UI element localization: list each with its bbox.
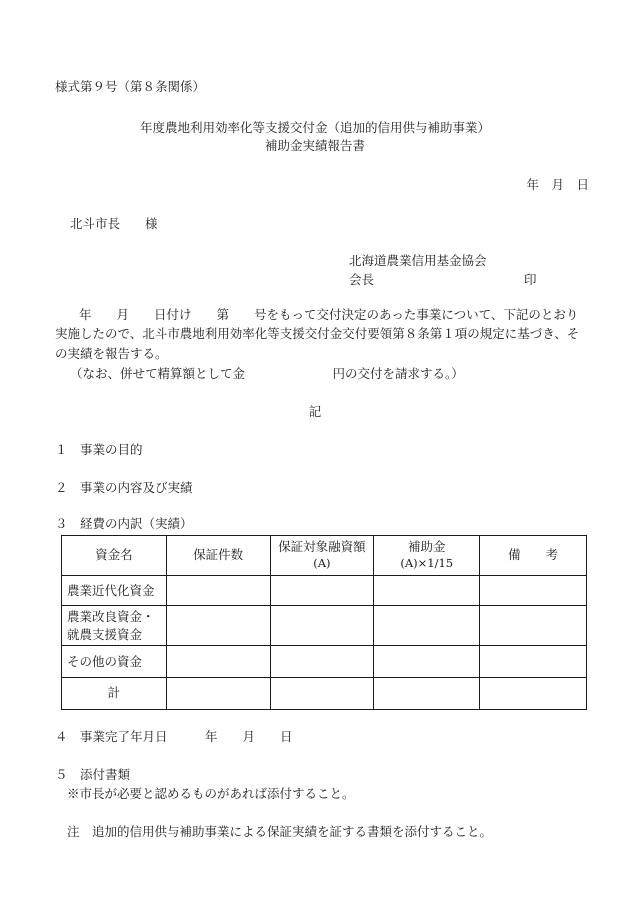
cell-guarantee-count[interactable] xyxy=(166,678,270,710)
addressee: 北斗市長 様 xyxy=(70,216,158,231)
header-subsidy-sub: (A)×1/15 xyxy=(400,556,454,571)
table-row xyxy=(62,576,587,606)
report-body xyxy=(55,305,590,363)
form-number: 様式第９号（第８条関係） xyxy=(55,79,206,94)
header-remarks: 備 考 xyxy=(480,536,587,576)
sender-title: 会長 xyxy=(349,272,375,287)
ki-heading: 記 xyxy=(308,404,322,419)
header-loan-amount xyxy=(270,536,374,576)
sender-organization: 北海道農業信用基金協会 xyxy=(349,253,487,268)
body-paragraph: 年 月 日付け 第 号をもって交付決定のあった事業について、下記のとおり実施したので、北斗市農地利用効率化等支援交付金交付要領第８条第１項の規定に基づき、その実績を報告する。 xyxy=(55,307,580,361)
cost-breakdown-table xyxy=(61,535,587,710)
table-row xyxy=(62,646,587,678)
report-title-line2: 補助金実績報告書 xyxy=(264,138,365,153)
cell-guarantee-count[interactable] xyxy=(166,646,270,678)
item-content: ２ 事業の内容及び実績 xyxy=(55,480,193,495)
footnote: 注 追加的信用供与補助事業による保証実績を証する書類を添付すること。 xyxy=(67,824,493,839)
table-row xyxy=(62,606,587,646)
item-purpose: １ 事業の目的 xyxy=(55,442,143,457)
item-attachments: ５ 添付書類 xyxy=(55,767,131,782)
report-date: 年 月 日 xyxy=(526,177,589,192)
header-subsidy-label: 補助金 xyxy=(407,539,446,555)
row-label-improvement-line2: 就農支援資金 xyxy=(67,626,143,642)
cell-loan-amount[interactable] xyxy=(270,646,374,678)
row-label-improvement xyxy=(62,606,167,646)
cell-subsidy[interactable] xyxy=(374,606,480,646)
header-fund-name: 資金名 xyxy=(62,536,167,576)
cell-subsidy[interactable] xyxy=(374,646,480,678)
item-completion-date: ４ 事業完了年月日 年 月 日 xyxy=(55,729,293,744)
settlement-note: （なお、併せて精算額として金 円の交付を請求する。） xyxy=(70,366,464,381)
seal-mark: 印 xyxy=(524,272,537,287)
cell-remarks[interactable] xyxy=(480,606,587,646)
header-loan-amount-sub: (A) xyxy=(313,556,331,571)
cell-loan-amount[interactable] xyxy=(270,678,374,710)
header-guarantee-count: 保証件数 xyxy=(166,536,270,576)
cell-remarks[interactable] xyxy=(480,646,587,678)
cell-loan-amount[interactable] xyxy=(270,606,374,646)
cell-remarks[interactable] xyxy=(480,678,587,710)
cell-loan-amount[interactable] xyxy=(270,576,374,606)
table-row xyxy=(62,678,587,710)
cell-guarantee-count[interactable] xyxy=(166,606,270,646)
attachments-note: ※市長が必要と認めるものがあれば添付すること。 xyxy=(67,786,355,801)
table-header-row xyxy=(62,536,587,576)
cell-remarks[interactable] xyxy=(480,576,587,606)
cell-subsidy[interactable] xyxy=(374,678,480,710)
cell-subsidy[interactable] xyxy=(374,576,480,606)
row-label-improvement-line1: 農業改良資金・ xyxy=(67,609,155,624)
header-loan-amount-label: 保証対象融資額 xyxy=(278,539,366,555)
header-subsidy xyxy=(374,536,480,576)
cell-guarantee-count[interactable] xyxy=(166,576,270,606)
item-cost-breakdown: ３ 経費の内訳（実績） xyxy=(55,516,193,531)
row-label-other: その他の資金 xyxy=(62,646,167,678)
row-label-total: 計 xyxy=(62,678,167,710)
report-title-line1: 年度農地利用効率化等支援交付金（追加的信用供与補助事業） xyxy=(139,120,490,135)
row-label-modernization: 農業近代化資金 xyxy=(62,576,167,606)
